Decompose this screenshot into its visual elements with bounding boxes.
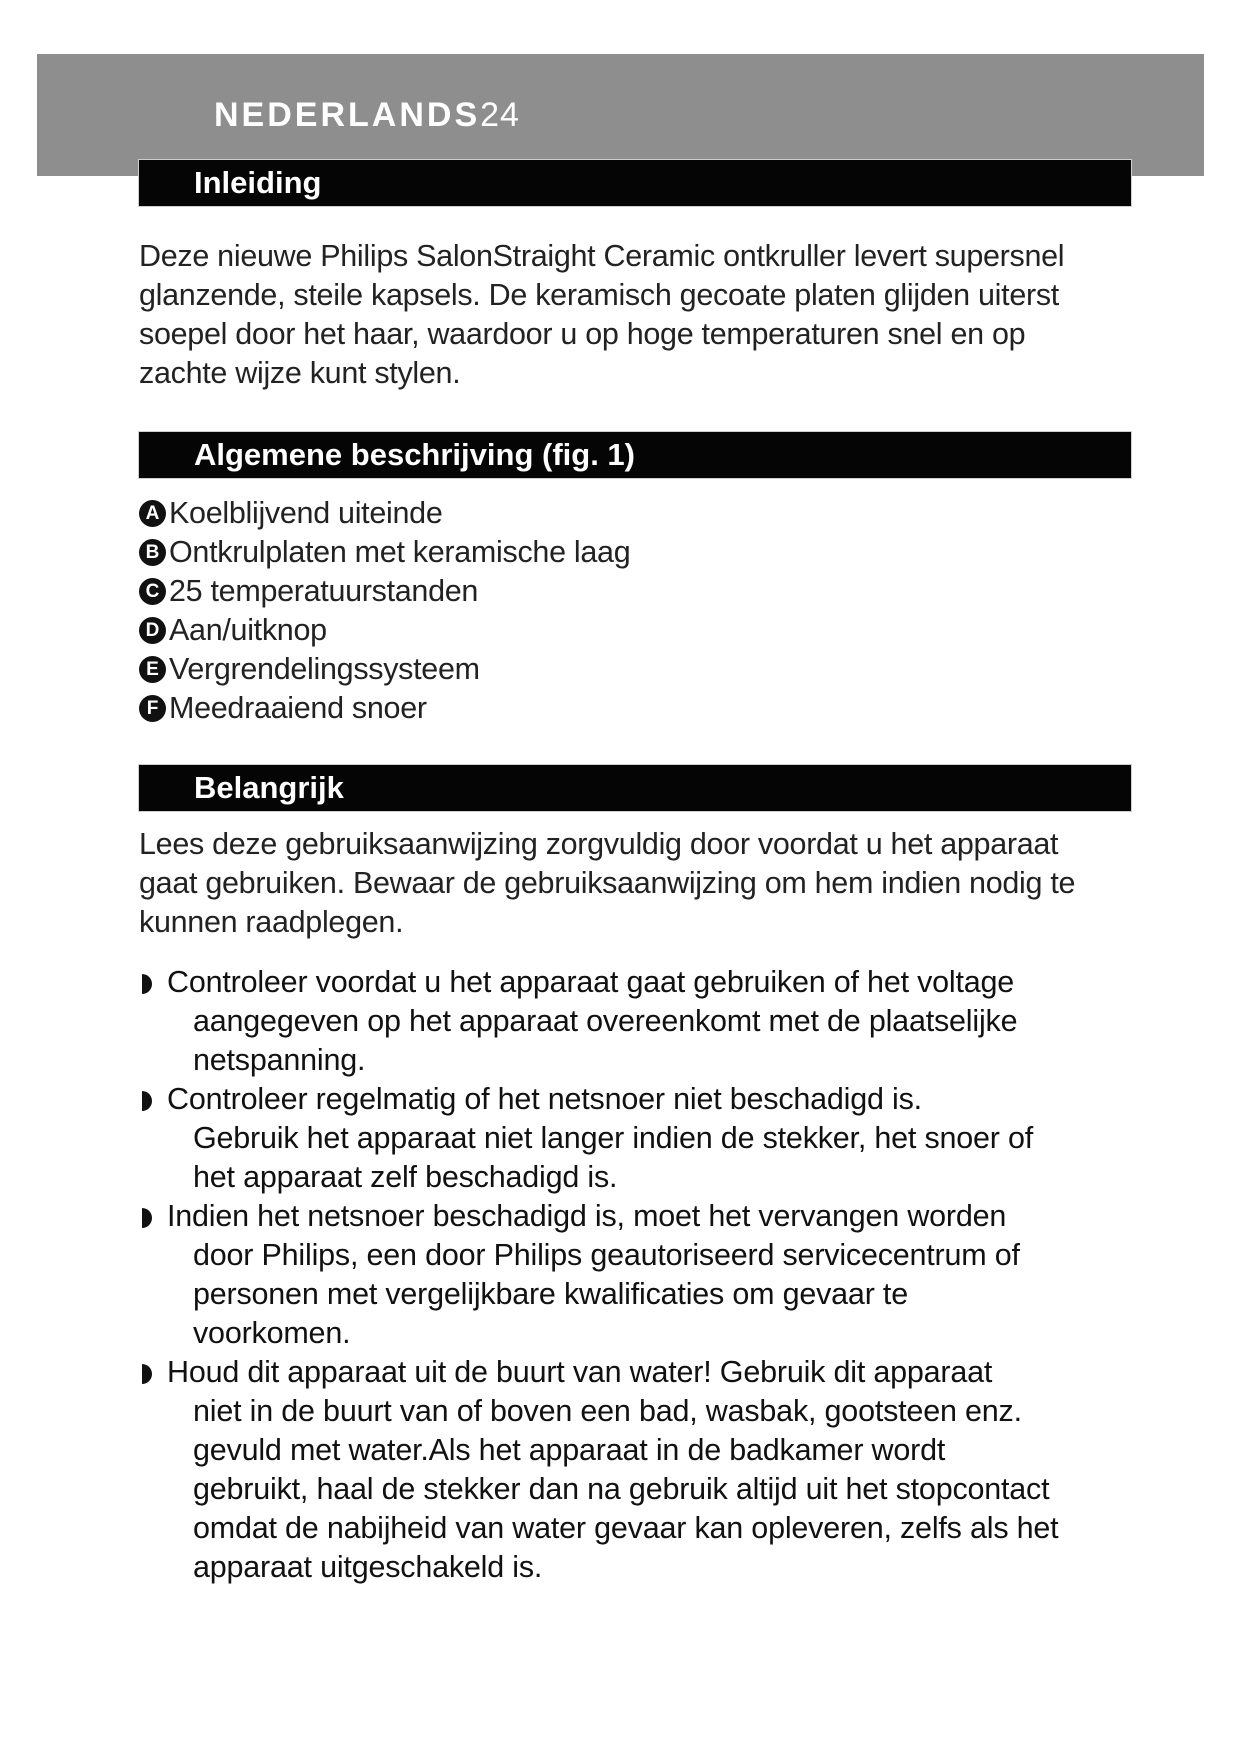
text-line: netspanning. xyxy=(193,1043,366,1077)
text-line: Deze nieuwe Philips SalonStraight Ceramic ontkruller levert supersnel xyxy=(139,239,1065,273)
legend-item xyxy=(139,494,1139,533)
header-band xyxy=(37,54,1204,176)
text-line: aangegeven op het apparaat overeenkomt met de plaatselijke xyxy=(193,1004,1018,1038)
text-line: Houd dit apparaat uit de buurt van water! Gebruik dit apparaat xyxy=(167,1355,993,1389)
text-line: door Philips, een door Philips geautoriseerd servicecentrum of xyxy=(193,1238,1020,1272)
legend-item xyxy=(139,650,1139,689)
section-title: Inleiding xyxy=(194,165,322,200)
letter-badge: E xyxy=(139,656,166,683)
warning-item xyxy=(139,1080,1149,1197)
section-title: Belangrijk xyxy=(194,770,344,805)
text-line: soepel door het haar, waardoor u op hoge temperaturen snel en op xyxy=(139,317,1026,351)
text-line: omdat de nabijheid van water gevaar kan opleveren, zelfs als het xyxy=(193,1511,1059,1545)
text-line: apparaat uitgeschakeld is. xyxy=(193,1550,543,1584)
legend-label: Aan/uitknop xyxy=(169,613,327,647)
letter-badge: B xyxy=(139,539,166,566)
text-line: personen met vergelijkbare kwalificaties om gevaar te xyxy=(193,1277,908,1311)
section-heading-intro xyxy=(139,160,1131,206)
intro-paragraph xyxy=(139,237,1139,393)
section-heading-important xyxy=(139,765,1131,811)
warning-item xyxy=(139,963,1149,1080)
legend-label: Meedraaiend snoer xyxy=(169,691,427,725)
page-header xyxy=(214,98,520,132)
text-line: Controleer voordat u het apparaat gaat gebruiken of het voltage xyxy=(167,965,1015,999)
warning-item xyxy=(139,1353,1149,1587)
header-language: NEDERLANDS xyxy=(214,96,481,134)
legend-label: Ontkrulplaten met keramische laag xyxy=(169,535,631,569)
legend-item xyxy=(139,572,1139,611)
text-line: Controleer regelmatig of het netsnoer niet beschadigd is. xyxy=(167,1082,922,1116)
section-title: Algemene beschrijving (fig. 1) xyxy=(194,437,635,472)
half-circle-bullet-icon xyxy=(142,974,152,994)
text-line: Indien het netsnoer beschadigd is, moet het vervangen worden xyxy=(167,1199,1007,1233)
half-circle-bullet-icon xyxy=(142,1208,152,1228)
legend-label: Koelblijvend uiteinde xyxy=(169,496,443,530)
half-circle-bullet-icon xyxy=(142,1364,152,1384)
warning-item xyxy=(139,1197,1149,1353)
text-line: Gebruik het apparaat niet langer indien de stekker, het snoer of xyxy=(193,1121,1034,1155)
legend-item xyxy=(139,611,1139,650)
section-heading-description xyxy=(139,432,1131,478)
letter-badge: F xyxy=(139,695,166,722)
parts-legend xyxy=(139,494,1139,728)
text-line: kunnen raadplegen. xyxy=(139,905,404,939)
text-line: niet in de buurt van of boven een bad, wasbak, gootsteen enz. xyxy=(193,1394,1022,1428)
page-number: 24 xyxy=(480,96,520,134)
text-line: voorkomen. xyxy=(193,1316,351,1350)
text-line: gevuld met water.Als het apparaat in de badkamer wordt xyxy=(193,1433,946,1467)
legend-label: Vergrendelingssysteem xyxy=(169,652,480,686)
warning-list xyxy=(139,963,1149,1587)
text-line: gebruikt, haal de stekker dan na gebruik altijd uit het stopcontact xyxy=(193,1472,1050,1506)
important-paragraph xyxy=(139,825,1139,942)
legend-item xyxy=(139,689,1139,728)
legend-label: 25 temperatuurstanden xyxy=(169,574,479,608)
text-line: het apparaat zelf beschadigd is. xyxy=(193,1160,618,1194)
letter-badge: D xyxy=(139,617,166,644)
half-circle-bullet-icon xyxy=(142,1091,152,1111)
text-line: gaat gebruiken. Bewaar de gebruiksaanwijzing om hem indien nodig te xyxy=(139,866,1076,900)
legend-item xyxy=(139,533,1139,572)
text-line: zachte wijze kunt stylen. xyxy=(139,356,461,390)
text-line: Lees deze gebruiksaanwijzing zorgvuldig door voordat u het apparaat xyxy=(139,827,1059,861)
text-line: glanzende, steile kapsels. De keramisch gecoate platen glijden uiterst xyxy=(139,278,1059,312)
letter-badge: C xyxy=(139,578,166,605)
letter-badge: A xyxy=(139,500,166,527)
